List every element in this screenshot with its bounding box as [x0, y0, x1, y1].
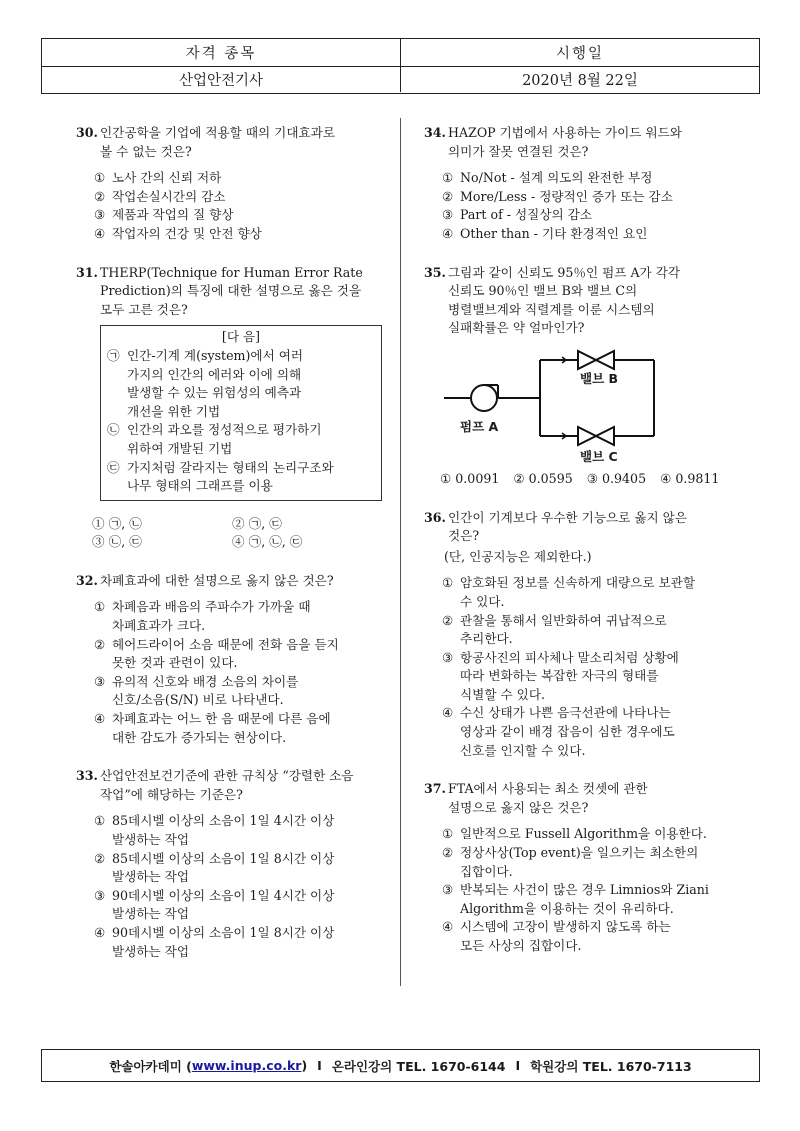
option-text	[112, 887, 392, 924]
option-mark: ①	[442, 575, 454, 591]
option-line: 유의적 신호와 배경 소음의 차이를	[112, 673, 299, 689]
option-line: 따라 변화하는 복잡한 자극의 형태를	[460, 668, 659, 684]
statement-line: 가지의 인간의 에러와 이에 의해	[127, 366, 302, 382]
option-line: 수신 상태가 나쁜 음극선관에 나타나는	[460, 705, 671, 721]
answer-option[interactable]: ④ 0.9811	[660, 470, 720, 486]
question-33	[76, 767, 392, 961]
answer-option[interactable]	[94, 850, 392, 887]
question-number: 32.	[76, 572, 98, 588]
option-mark: ②	[94, 188, 106, 204]
option-mark: ②	[94, 636, 106, 652]
question-text	[448, 124, 764, 161]
option-text	[460, 844, 764, 881]
option-text	[460, 704, 764, 760]
statement-line: 개선을 위한 기법	[127, 403, 221, 419]
answer-option[interactable]	[442, 225, 764, 244]
question-line: 모두 고른 것은?	[100, 301, 188, 317]
option-mark: ③	[94, 887, 106, 903]
option-line: Other than - 기타 환경적인 요인	[460, 225, 648, 241]
option-mark: ③	[442, 882, 454, 898]
option-mark: ④	[442, 705, 454, 721]
option-line: 영상과 같이 배경 잡음이 심한 경우에도	[460, 724, 675, 740]
question-text	[100, 572, 392, 591]
question-number: 31.	[76, 264, 98, 280]
option-line: 일반적으로 Fussell Algorithm을 이용한다.	[460, 826, 707, 842]
footer-brand-end: )	[301, 1058, 308, 1073]
answer-options	[76, 169, 392, 243]
statement-line: 발생할 수 있는 위험성의 예측과	[127, 385, 302, 401]
question-note: (단, 인공지능은 제외한다.)	[444, 548, 592, 564]
question-number: 30.	[76, 125, 98, 140]
answer-option[interactable]	[442, 574, 764, 611]
header-label-date: 시행일	[555, 46, 605, 62]
option-mark: ①	[94, 813, 106, 829]
option-line: 발생하는 작업	[112, 832, 189, 847]
question-line: 차폐효과에 대한 설명으로 옳지 않은 것은?	[100, 572, 334, 588]
answer-option[interactable]: ② 0.0595	[513, 470, 573, 486]
option-line: 식별할 수 있다.	[460, 686, 546, 702]
question-head	[76, 124, 392, 161]
option-line: 작업손실시간의 감소	[112, 188, 226, 204]
answer-options	[424, 574, 764, 760]
question-head	[424, 509, 764, 546]
question-number: 36.	[424, 509, 446, 525]
header-table	[41, 38, 760, 94]
option-line: 발생하는 작업	[112, 943, 189, 959]
option-text	[460, 825, 764, 844]
statement-text	[127, 347, 303, 421]
option-mark: ③	[94, 673, 106, 689]
option-text	[112, 188, 392, 207]
option-line: 반복되는 사건이 많은 경우 Limnios와 Ziani	[460, 882, 709, 898]
option-line: 차폐효과가 크다.	[112, 618, 206, 634]
question-head	[76, 572, 392, 591]
footer-separator: I	[515, 1058, 521, 1073]
question-text	[448, 264, 764, 338]
option-line: 노사 간의 신뢰 저하	[112, 170, 222, 186]
option-mark: ④	[442, 225, 454, 241]
statement-box	[100, 325, 382, 500]
answer-option[interactable]	[442, 704, 764, 760]
answer-option[interactable]: ③ 0.9405	[586, 470, 647, 486]
option-line: 수 있다.	[460, 593, 505, 609]
answer-options	[424, 470, 764, 489]
question-text	[448, 509, 764, 546]
option-line: 시스템에 고장이 발생하지 않도록 하는	[460, 919, 671, 935]
answer-option[interactable]	[94, 169, 392, 188]
option-line: 헤어드라이어 소음 때문에 전화 음을 듣지	[112, 636, 339, 652]
option-text	[112, 598, 392, 635]
question-head	[76, 264, 392, 320]
question-line: 실패확률은 약 얼마인가?	[448, 320, 585, 336]
answer-option[interactable]	[94, 636, 392, 673]
question-line: 볼 수 없는 것은?	[100, 143, 192, 159]
question-line: 산업안전보건기준에 관한 규칙상 “강렬한 소음	[100, 768, 354, 784]
valve-c-label: 밸브 C	[580, 448, 618, 464]
answer-options	[424, 825, 764, 955]
question-line: 작업”에 해당하는 기준은?	[100, 786, 243, 802]
option-text	[112, 169, 392, 188]
option-text	[112, 924, 392, 961]
pump-icon	[471, 385, 497, 411]
question-line: 그림과 같이 신뢰도 95％인 펌프 A가 각각	[448, 264, 681, 280]
header-label-subject: 자격 종목	[42, 39, 401, 66]
answer-option[interactable]	[94, 924, 392, 961]
option-line: 차폐음과 배음의 주파수가 가까울 때	[112, 599, 311, 615]
option-mark: ②	[442, 612, 454, 628]
answer-option[interactable]: ① ㉠, ㉡	[92, 515, 142, 531]
question-number: 37.	[424, 781, 446, 797]
option-line: 항공사진의 피사체나 말소리처럼 상황에	[460, 649, 679, 665]
question-head	[424, 264, 764, 338]
answer-option[interactable]	[94, 225, 392, 244]
option-line: 차폐효과는 어느 한 음 때문에 다른 음에	[112, 711, 331, 727]
answer-option[interactable]	[442, 918, 764, 955]
column-divider	[400, 118, 401, 986]
question-text	[100, 767, 392, 804]
question-line: Prediction)의 특징에 대한 설명으로 옳은 것을	[100, 283, 362, 299]
question-line: 인간이 기계보다 우수한 기능으로 옳지 않은	[448, 509, 687, 525]
question-text	[100, 264, 392, 320]
answer-option[interactable]	[442, 188, 764, 207]
option-line: 제품과 작업의 질 향상	[112, 207, 234, 223]
header-subject: 산업안전기사	[42, 66, 401, 92]
option-line: 90데시벨 이상의 소음이 1일 8시간 이상	[112, 924, 335, 940]
option-text	[460, 206, 764, 225]
footer-url-link[interactable]: www.inup.co.kr	[191, 1058, 302, 1073]
question-36	[424, 509, 764, 761]
statement-line: 인간-기계 계(system)에서 여러	[127, 347, 304, 363]
option-text	[112, 225, 392, 244]
question-line: 설명으로 옳지 않은 것은?	[448, 799, 589, 815]
option-text	[112, 812, 392, 849]
valve-c-icon	[578, 427, 596, 445]
option-mark: ①	[442, 826, 454, 842]
option-line: Part of - 성질상의 감소	[460, 207, 593, 223]
option-mark: ④	[94, 711, 106, 727]
option-text	[460, 574, 764, 611]
question-line: FTA에서 사용되는 최소 컷셋에 관한	[448, 781, 648, 797]
footer-online-tel: 온라인강의 TEL. 1670-6144	[331, 1058, 506, 1074]
footer-separator: I	[317, 1058, 322, 1073]
option-line: 관찰을 통해서 일반화하여 귀납적으로	[460, 612, 667, 628]
answer-option[interactable]	[442, 881, 764, 918]
option-line: 집합이다.	[460, 863, 513, 879]
answer-option[interactable]	[442, 206, 764, 225]
statement-mark: ㉠	[107, 347, 120, 363]
option-line: 추리한다.	[460, 631, 513, 647]
question-30	[76, 124, 392, 244]
option-mark: ③	[442, 207, 454, 223]
option-line: Algorithm을 이용하는 것이 유리하다.	[460, 900, 674, 916]
answer-option[interactable]	[442, 825, 764, 844]
option-line: 발생하는 작업	[112, 869, 189, 885]
question-line: 인간공학을 기업에 적용할 때의 기대효과로	[100, 125, 335, 140]
option-line: 암호화된 정보를 신속하게 대량으로 보관할	[460, 575, 695, 591]
option-line: 모든 사상의 집합이다.	[460, 938, 582, 953]
option-text	[460, 918, 764, 955]
answer-options	[424, 169, 764, 243]
question-37	[424, 780, 764, 955]
option-text	[112, 636, 392, 673]
option-text	[112, 206, 392, 225]
option-mark: ①	[94, 170, 106, 186]
answer-option[interactable]: ④ ㉠, ㉡, ㉢	[232, 534, 303, 550]
question-head	[424, 124, 764, 161]
option-text	[112, 710, 392, 747]
option-mark: ②	[442, 188, 454, 204]
option-line: 신호를 인지할 수 있다.	[460, 742, 586, 758]
option-line: 정상사상(Top event)을 일으키는 최소한의	[460, 845, 699, 861]
pump-valve-diagram	[444, 348, 744, 466]
right-column	[424, 124, 764, 976]
question-text	[100, 124, 392, 161]
footer-brand: 한솔아카데미 (	[109, 1058, 192, 1074]
statement-mark: ㉢	[107, 459, 120, 475]
header-date: 2020년 8월 22일	[522, 72, 638, 89]
answer-option[interactable]: ② ㉠, ㉢	[232, 515, 282, 531]
answer-option[interactable]	[94, 598, 392, 635]
answer-option[interactable]	[94, 710, 392, 747]
footer-bar	[41, 1049, 760, 1082]
statement-text	[127, 421, 322, 458]
question-31	[76, 264, 392, 552]
option-text	[460, 649, 764, 705]
answer-option[interactable]: ③ ㉡, ㉢	[92, 534, 142, 550]
left-column	[76, 124, 392, 981]
question-line: 병렬밸브계와 직렬계를 이룬 시스템의	[448, 301, 655, 317]
question-34	[424, 124, 764, 244]
option-mark: ①	[442, 170, 454, 186]
option-line: 작업자의 건강 및 안전 향상	[112, 225, 262, 241]
statement-box-title: [다 음]	[221, 329, 261, 345]
option-line: 85데시벨 이상의 소음이 1일 4시간 이상	[112, 813, 335, 829]
statement-item	[107, 347, 375, 421]
option-mark: ④	[442, 919, 454, 935]
question-line: THERP(Technique for Human Error Rate	[100, 264, 363, 280]
option-mark: ③	[442, 649, 454, 665]
pump-label: 펌프 A	[460, 418, 499, 434]
answer-option[interactable]	[442, 649, 764, 705]
question-head	[76, 767, 392, 804]
valve-b-label: 밸브 B	[580, 370, 619, 386]
question-35	[424, 264, 764, 489]
option-text	[460, 881, 764, 918]
option-text	[460, 225, 764, 244]
option-text	[460, 612, 764, 649]
option-text	[460, 188, 764, 207]
header-row-labels	[42, 39, 759, 67]
option-mark: ②	[442, 845, 454, 861]
option-line: 85데시벨 이상의 소음이 1일 8시간 이상	[112, 850, 335, 866]
statement-line: 가지처럼 갈라지는 형태의 논리구조와	[127, 459, 334, 475]
option-mark: ③	[94, 207, 106, 223]
header-row-values	[42, 66, 759, 92]
option-mark: ②	[94, 850, 106, 866]
question-number: 35.	[424, 264, 446, 280]
answer-option[interactable]	[94, 812, 392, 849]
answer-option[interactable]: ① 0.0091	[440, 470, 500, 486]
option-line: 못한 것과 관련이 있다.	[112, 655, 238, 671]
question-line: HAZOP 기법에서 사용하는 가이드 워드와	[448, 125, 682, 140]
statement-line: 위하여 개발된 기법	[127, 440, 233, 456]
option-line: No/Not - 설계 의도의 완전한 부정	[460, 170, 653, 186]
question-line: 의미가 잘못 연결된 것은?	[448, 143, 589, 159]
option-mark: ④	[94, 225, 106, 241]
question-text	[448, 780, 764, 817]
question-32	[76, 572, 392, 747]
answer-options	[76, 598, 392, 747]
question-number: 33.	[76, 768, 98, 784]
question-line: 것은?	[448, 528, 480, 544]
option-line: 발생하는 작업	[112, 906, 189, 922]
option-mark: ①	[94, 599, 106, 615]
question-head	[424, 780, 764, 817]
footer-offline-tel: 학원강의 TEL. 1670-7113	[530, 1058, 692, 1074]
valve-b-icon	[578, 351, 596, 369]
statement-line: 나무 형태의 그래프를 이용	[127, 478, 273, 494]
statement-item	[107, 421, 375, 458]
option-text	[112, 673, 392, 710]
question-number: 34.	[424, 125, 446, 140]
statement-item	[107, 459, 375, 496]
option-line: 신호/소음(S/N) 비로 나타낸다.	[112, 692, 284, 708]
answer-options	[76, 515, 392, 552]
answer-option[interactable]	[94, 673, 392, 710]
question-line: 신뢰도 90％인 밸브 B와 밸브 C의	[448, 283, 638, 299]
answer-options	[76, 812, 392, 961]
statement-line: 인간의 과오를 정성적으로 평가하기	[127, 422, 322, 438]
answer-option[interactable]	[442, 612, 764, 649]
answer-option[interactable]	[94, 188, 392, 207]
answer-option[interactable]	[442, 844, 764, 881]
option-line: More/Less - 정량적인 증가 또는 감소	[460, 188, 673, 204]
answer-option[interactable]	[94, 206, 392, 225]
answer-option[interactable]	[94, 887, 392, 924]
option-line: 대한 감도가 증가되는 현상이다.	[112, 729, 287, 745]
option-text	[112, 850, 392, 887]
option-text	[460, 169, 764, 188]
option-line: 90데시벨 이상의 소음이 1일 4시간 이상	[112, 887, 335, 903]
answer-option[interactable]	[442, 169, 764, 188]
statement-mark: ㉡	[107, 422, 120, 438]
option-mark: ④	[94, 924, 106, 940]
statement-text	[127, 459, 334, 496]
